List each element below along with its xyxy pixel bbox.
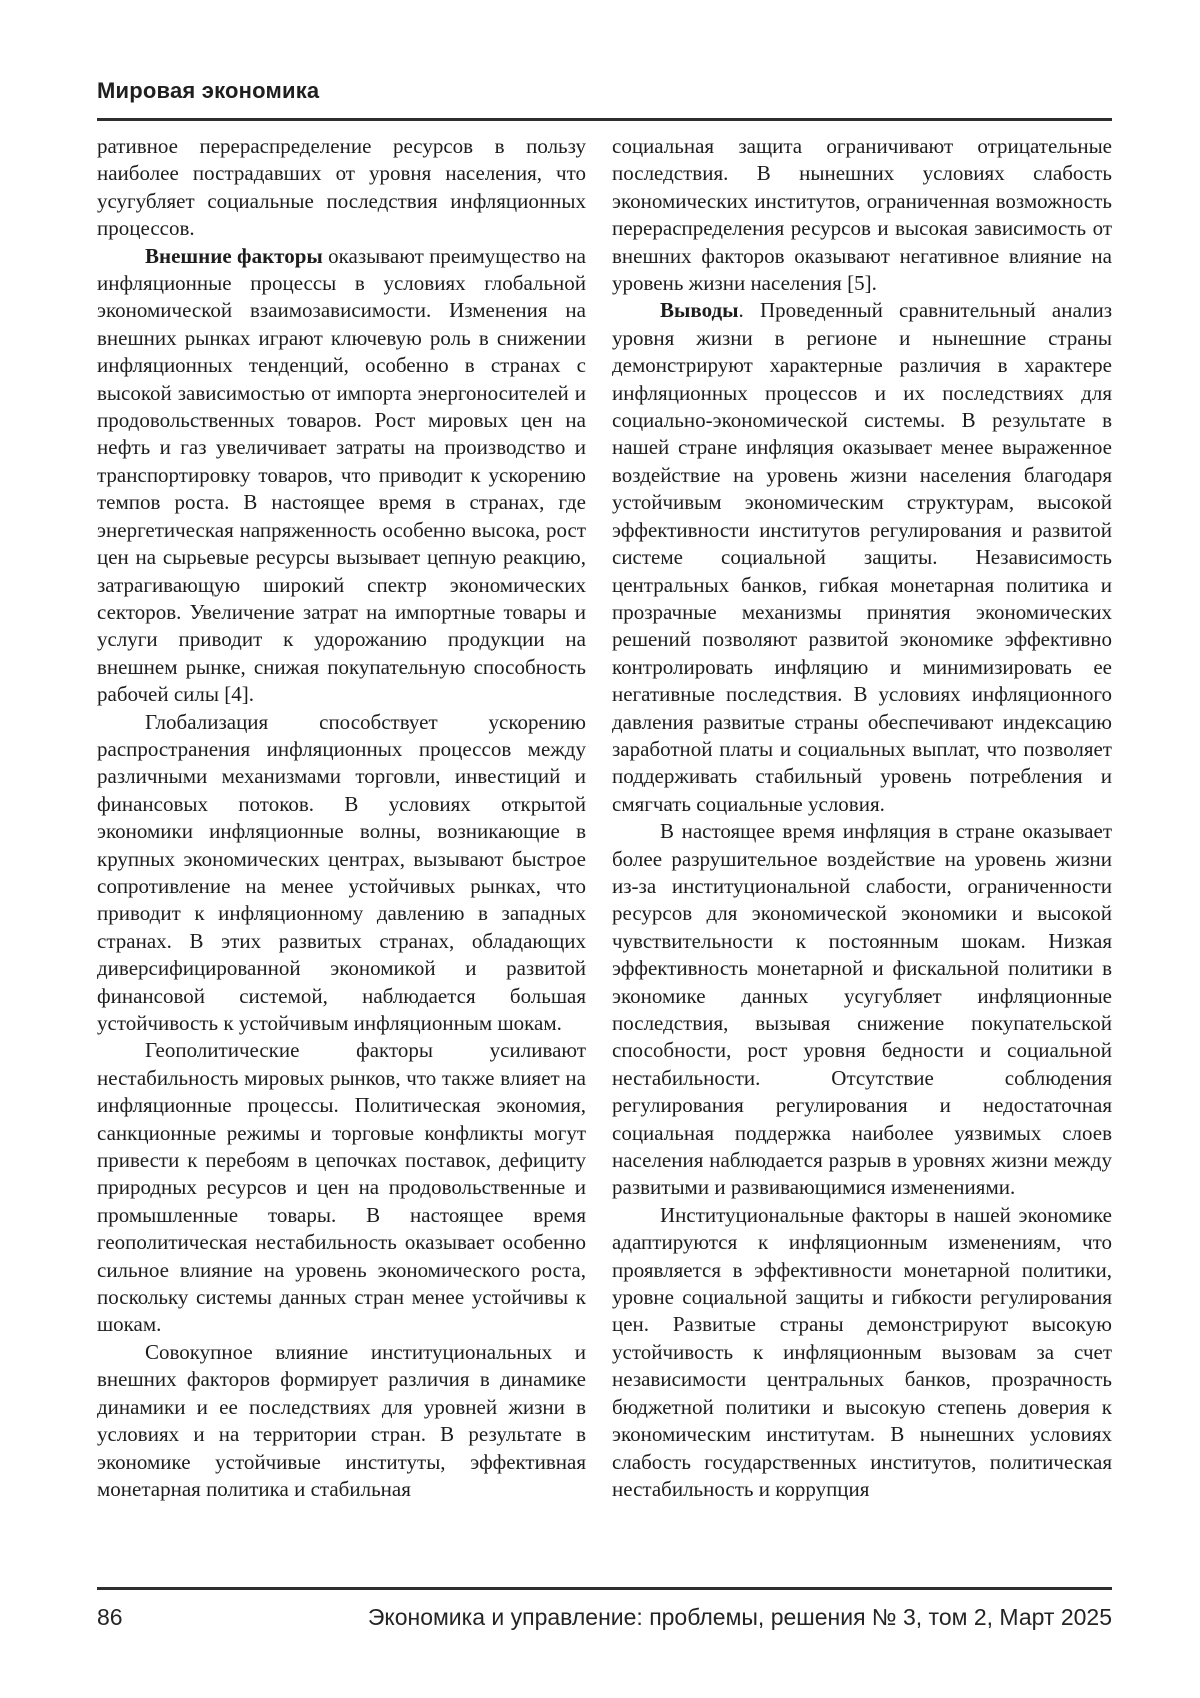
paragraph bbox=[97, 243, 586, 709]
column-left bbox=[97, 133, 586, 1503]
article-columns bbox=[97, 133, 1112, 1503]
paragraph: Геополитические факторы усиливают нестабильность мировых рынков, что также влияет на инфляционные процессы. Политическая экономия, санкционные режимы и торговые конфликты могут привести к перебоям в цепочках поставок, дефициту природных ресурсов и цен на продовольственные и промышленные товары. В настоящее время геополитическая нестабильность оказывает особенно сильное влияние на уровень экономического роста, поскольку системы данных стран менее устойчивы к шокам. bbox=[97, 1038, 586, 1337]
paragraph: Институциональные факторы в нашей экономике адаптируются к инфляционным изменениям, что проявляется в эффективности монетарной политики, уровне социальной защиты и гибкости регулирования цен. Развитые страны демонстрируют высокую устойчивость к инфляционным вызовам за счет независимости центральных банков, прозрачность бюджетной политики и высокую степень доверия к экономическим институтам. В нынешних условиях слабость государственных институтов, политическая нестабильность и коррупция bbox=[612, 1202, 1112, 1501]
footer-row bbox=[97, 1604, 1112, 1631]
paragraph bbox=[612, 297, 1112, 818]
paragraph-lead-bold: Выводы bbox=[660, 298, 739, 323]
paragraph-text: . Проведенный сравнительный анализ уровня жизни в регионе и нынешние страны демонстрируют характерные различия в характере инфляционных процессов и их последствиях для социально-экономической системы. В результате в нашей стране инфляция оказывает менее выраженное воздействие на уровень жизни населения благодаря устойчивым экономическим структурам, высокой эффективности институтов регулирования и развитой системе социальной защиты. Независимость центральных банков, гибкая монетарная политика и прозрачные механизмы принятия экономических решений позволяют развитой экономике эффективно контролировать инфляцию и минимизировать ее негативные последствия. В условиях инфляционного давления развитые страны обеспечивают индексацию заработной платы и социальных выплат, что позволяет поддерживать стабильный уровень потребления и смягчать социальные условия. bbox=[612, 298, 1112, 816]
paragraph: Совокупное влияние институциональных и внешних факторов формирует различия в динамике динамики и ее последствиях для уровней жизни в условиях и на территории стран. В результате в экономике устойчивые институты, эффективная монетарная политика и стабильная bbox=[97, 1339, 586, 1501]
paragraph: социальная защита ограничивают отрицательные последствия. В нынешних условиях слабость экономических институтов, ограниченная возможность перераспределения ресурсов и высокая зависимость от внешних факторов оказывают негативное влияние на уровень жизни населения [5]. bbox=[612, 134, 1112, 296]
paragraph-lead-bold: Внешние факторы bbox=[145, 243, 323, 268]
section-title: Мировая экономика bbox=[97, 78, 320, 103]
header-rule bbox=[97, 118, 1112, 121]
journal-title-line: Экономика и управление: проблемы, решения № 3, том 2, Март 2025 bbox=[367, 1604, 1112, 1630]
footer-rule bbox=[97, 1587, 1112, 1590]
page-footer bbox=[97, 1572, 1112, 1631]
paragraph-text: оказывают преимущество на инфляционные процессы в условиях глобальной экономической взаимозависимости. Изменения на внешних рынках играют ключевую роль в снижении инфляционных тенденций, особенно в странах с высокой зависимостью от импорта энергоносителей и продовольственных товаров. Рост мировых цен на нефть и газ увеличивает затраты на производство и транспортировку товаров, что приводит к ускорению темпов роста. В настоящее время в странах, где энергетическая напряженность особенно высока, рост цен на сырьевые ресурсы вызывает цепную реакцию, затрагивающую широкий спектр экономических секторов. Увеличение затрат на импортные товары и услуги приводит к удорожанию продукции на внешнем рынке, снижая покупательную способность рабочей силы [4]. bbox=[97, 243, 586, 707]
column-right bbox=[612, 133, 1112, 1503]
paragraph: В настоящее время инфляция в стране оказывает более разрушительное воздействие на уровень жизни из-за институциональной слабости, ограниченности ресурсов для экономической экономики и высокой чувствительности к постоянным шокам. Низкая эффективность монетарной и фискальной политики в экономике данных усугубляет инфляционные последствия, вызывая снижение покупательской способности, рост уровня бедности и социальной нестабильности. Отсутствие соблюдения регулирования регулирования и недостаточная социальная поддержка наиболее уязвимых слоев населения наблюдается разрыв в уровнях жизни между развитыми и развивающимися изменениями. bbox=[612, 819, 1112, 1200]
page-content bbox=[97, 0, 1112, 1503]
paragraph: ративное перераспределение ресурсов в пользу наиболее пострадавших от уровня населения, что усугубляет социальные последствия инфляционных процессов. bbox=[97, 134, 586, 241]
page-number: 86 bbox=[97, 1604, 123, 1630]
paragraph: Глобализация способствует ускорению распространения инфляционных процессов между различными механизмами торговли, инвестиций и финансовых потоков. В условиях открытой экономики инфляционные волны, возникающие в крупных экономических центрах, вызывают быстрое сопротивление на менее устойчивых рынках, что приводит к инфляционному давлению в западных странах. В этих развитых странах, обладающих диверсифицированной экономикой и развитой финансовой системой, наблюдается большая устойчивость к устойчивым инфляционным шокам. bbox=[97, 709, 586, 1035]
